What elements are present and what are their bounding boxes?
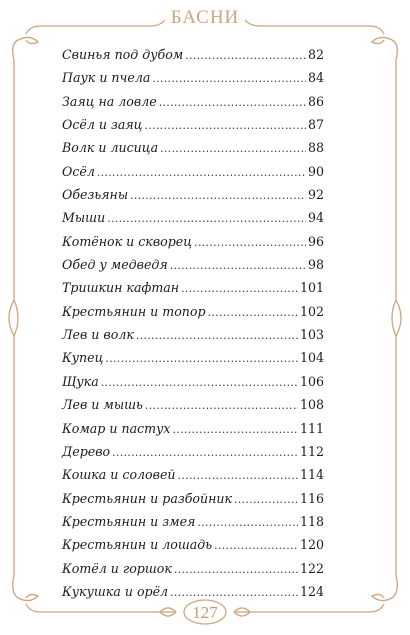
toc-entry [62,300,324,323]
toc-leader-dots [214,533,298,557]
toc-entry-page: 120 [299,537,324,553]
toc-entry-page: 111 [299,420,324,436]
toc-entry-title: Осёл и заяц [62,117,143,133]
toc-entry-page: 112 [299,443,324,459]
toc-entry-page: 90 [307,163,324,179]
toc-entry [62,253,324,276]
toc-entry [62,66,324,89]
toc-entry-page: 84 [307,70,324,86]
toc-entry-page: 103 [299,327,324,343]
toc-entry-page: 114 [299,467,324,483]
toc-entry-title: Заяц на ловле [62,93,157,109]
toc-entry-title: Щука [62,373,99,389]
toc-leader-dots [144,113,305,137]
toc-leader-dots [112,440,298,464]
toc-entry-page: 108 [299,397,324,413]
toc-entry-title: Тришкин кафтан [62,280,180,296]
toc-entry-page: 86 [307,93,324,109]
toc-entry-title: Крестьянин и лошадь [62,537,213,553]
toc-entry-title: Лев и мышь [62,397,143,413]
toc-entry-page: 96 [307,233,324,249]
toc-leader-dots [172,417,297,441]
toc-entry-page: 102 [299,303,324,319]
toc-entry-title: Крестьянин и змея [62,513,196,529]
toc-entry-page: 124 [299,583,324,599]
toc-entry-title: Крестьянин и разбойник [62,490,233,506]
toc-leader-dots [185,43,306,67]
toc-entry [62,160,324,183]
toc-entry [62,323,324,346]
toc-leader-dots [97,160,306,184]
toc-entry [62,90,324,113]
toc-leader-dots [174,557,298,581]
toc-leader-dots [101,370,298,394]
toc-entry [62,393,324,416]
page-number: 127 [192,603,218,622]
table-of-contents [62,43,324,603]
toc-entry-title: Волк и лисица [62,140,159,156]
page-header-title: БАСНИ [170,7,240,28]
toc-entry [62,206,324,229]
toc-entry-title: Обед у медведя [62,257,168,273]
toc-leader-dots [145,393,298,417]
toc-entry-title: Мыши [62,210,106,226]
toc-entry-title: Кошка и соловей [62,467,176,483]
toc-entry-title: Котёнок и скворец [62,233,193,249]
toc-entry [62,510,324,533]
toc-entry [62,276,324,299]
toc-entry-title: Свинья под дубом [62,47,184,62]
toc-entry [62,533,324,556]
toc-entry-title: Дерево [62,443,111,459]
toc-leader-dots [178,463,298,487]
toc-entry [62,370,324,393]
toc-leader-dots [136,323,298,347]
toc-entry-page: 101 [299,280,324,296]
toc-entry-title: Паук и пчела [62,70,151,86]
toc-entry-page: 87 [307,117,324,133]
toc-entry-page: 122 [299,560,324,576]
toc-entry-page: 98 [307,257,324,273]
toc-entry [62,43,324,66]
toc-entry [62,417,324,440]
toc-leader-dots [105,346,298,370]
toc-entry-title: Осёл [62,163,95,179]
toc-entry [62,463,324,486]
toc-entry-page: 82 [307,47,324,62]
toc-entry [62,346,324,369]
toc-entry-title: Лев и волк [62,327,134,343]
toc-leader-dots [159,90,306,114]
toc-entry [62,183,324,206]
frame-left-line [9,40,18,598]
toc-leader-dots [152,66,306,90]
toc-entry-page: 118 [299,513,324,529]
toc-entry-title: Крестьянин и топор [62,303,206,319]
toc-entry-page: 106 [299,373,324,389]
toc-entry [62,113,324,136]
toc-entry-title: Обезьяны [62,187,129,203]
toc-entry-page: 116 [299,490,324,506]
toc-leader-dots [170,580,298,604]
toc-leader-dots [181,276,298,300]
toc-entry-page: 104 [299,350,324,366]
toc-entry-title: Кукушка и орёл [62,583,169,599]
frame-right-line [392,40,401,598]
toc-leader-dots [107,206,306,230]
toc-entry-page: 88 [307,140,324,156]
toc-leader-dots [194,230,306,254]
toc-leader-dots [130,183,306,207]
toc-leader-dots [160,136,306,160]
toc-leader-dots [197,510,298,534]
toc-entry [62,230,324,253]
toc-entry-title: Котёл и горшок [62,560,172,576]
toc-leader-dots [234,487,298,511]
toc-entry-title: Комар и пастух [62,420,171,436]
toc-entry-title: Купец [62,350,104,366]
toc-leader-dots [170,253,306,277]
toc-entry [62,440,324,463]
toc-entry [62,136,324,159]
toc-entry-page: 94 [307,210,324,226]
toc-entry [62,557,324,580]
toc-leader-dots [208,300,298,324]
toc-entry-page: 92 [307,187,324,203]
toc-entry [62,487,324,510]
toc-entry [62,580,324,603]
